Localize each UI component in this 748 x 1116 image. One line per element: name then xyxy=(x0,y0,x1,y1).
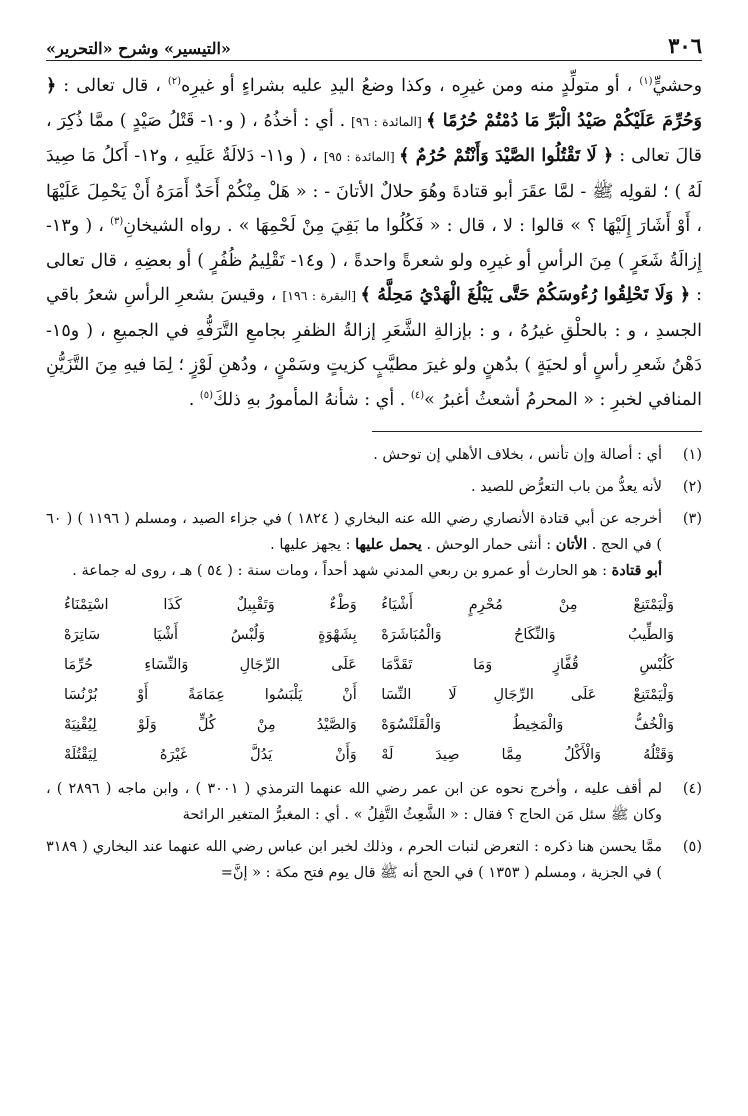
verse-reference: [البقرة : ١٩٦] xyxy=(282,288,361,303)
running-title: «التيسير» وشرح «التحرير» xyxy=(46,39,231,58)
footnote-segment: أخرجه عن أبي قتادة الأنصاري رضي الله عنه البخاري ( ١٨٢٤ ) في جزاء الصيد ، ومسلم ( ١١٩٦ ) ( ٦٠ ) في الحج . xyxy=(46,511,662,553)
footnote xyxy=(46,442,702,468)
poem-verse xyxy=(64,740,674,770)
text-segment: ، قال تعالى : xyxy=(56,76,168,96)
footnote-term: يحمل عليها xyxy=(355,536,422,553)
text-segment: . أي : شأنهُ المأمورُ بهِ ذلكَ xyxy=(213,389,411,410)
footnote-marker: (٤) xyxy=(410,389,425,401)
footnote-segment: : يجهز عليها . xyxy=(270,537,356,553)
page-header xyxy=(46,22,702,61)
poem-second-hemistich: أَنْ يَلْبَسُوا عِمَامَةً أَوْ بُرْنُسَا xyxy=(64,687,357,703)
footnote-number: (٣) xyxy=(682,511,702,527)
footnote-number: (١) xyxy=(682,447,702,463)
footnote xyxy=(46,474,702,500)
poem xyxy=(64,590,674,770)
footnote-text: أي : أصالة وإن تأنس ، بخلاف الأهلي إن توحش . xyxy=(373,447,662,463)
page-number: ٣٠٦ xyxy=(668,33,702,58)
footnote-text: لم أقف عليه ، وأخرج نحوه عن ابن عمر رضي الله عنهما الترمذي ( ٣٠٠١ ) ، وابن ماجه ( ٢٨٩٦ ) ، وكان ﷺ سئل مَن الحاج ؟ فقال : « الشَّعِثُ التَّفِلُ » . أي : المغبرُّ المتغير الرائحة xyxy=(46,781,662,823)
poem-second-hemistich: بِشَهْوَةٍ وَلُبْسُ أَشْيَا سَاتِرَهْ xyxy=(64,627,357,643)
footnote xyxy=(46,506,702,584)
text-segment: وحشيٍّ xyxy=(652,76,703,96)
footnote-segment: : أنثى حمار الوحش . xyxy=(421,537,556,553)
document-page xyxy=(46,22,702,886)
main-text xyxy=(46,69,702,417)
poem-first-hemistich: كَلُبْسِ قُفَّازٍ وَمَا تَقَدَّمَا xyxy=(381,657,674,673)
text-segment: ، وقيسَ بشعرِ الرأسِ شعرُ باقي الجسدِ ، و : بالحلْقِ غيرُهُ ، و : بإزالةِ الشَّعَرِ إزالةُ الظفرِ بجامعِ التَّرَفُّهِ في الجميعِ ، ( و١٥- دَهْنُ شَعرِ رأسٍ أو لحيَةٍ ) بدُهنٍ ولو غيرَ مطيَّبٍ كزيتٍ وسَمْنٍ ، ودُهنِ لَوْزٍ ؛ لِمَا فيهِ مِنَ التَّزَيُّنِ المنافي لخبرِ : « المحرمُ أشعثُ أغبرُ » xyxy=(46,285,702,410)
footnote xyxy=(46,834,702,886)
footnote-marker: (٢) xyxy=(167,76,182,88)
poem-second-hemistich: عَلَى الرِّجَالِ وَالنِّسَاءِ حُرِّمَا xyxy=(64,657,357,673)
footnote xyxy=(46,776,702,828)
poem-second-hemistich: وَأَنْ يَدُلَّ غَيْرَهُ لِيَقْتُلَهْ xyxy=(64,747,357,763)
footnote-text xyxy=(46,506,662,584)
poem-second-hemistich: وَالصَّيْدُ مِنْ كُلٍّ وَلَوْ لِيُقْنِيَهْ xyxy=(64,717,357,733)
footnote-segment: : هو الحارث أو عمرو بن ربعي المدني شهد أحداً ، ومات سنة : ( ٥٤ ) هـ ، روى له جماعة . xyxy=(72,563,612,579)
quran-verse: ﴿ لَا تَقْتُلُوا الصَّيْدَ وَأَنْتُمْ حُرُمٌ ﴾ xyxy=(399,146,614,166)
footnote-marker: (٥) xyxy=(199,389,214,401)
poem-first-hemistich: وَالطِّيبُ وَالنِّكَاحُ وَالْمُبَاشَرَهْ xyxy=(381,627,674,643)
footnote-term: أبو قتادة xyxy=(611,562,662,579)
text-segment: ، ( و١٣- إِزالَةُ شَعَرٍ ) مِنَ الرأسِ أو غيرِه ولو شعرةً واحدةً ، ( و١٤- تَقْلِيمُ ظُفُرٍ ) أو بعضِهِ ، قال تعالى : xyxy=(46,216,702,305)
main-paragraph xyxy=(46,69,702,417)
footnote-term: الأتان xyxy=(555,536,588,553)
poem-verse xyxy=(64,710,674,740)
poem-verse xyxy=(64,680,674,710)
poem-verse xyxy=(64,650,674,680)
poem-second-hemistich: وَطْءٌ وَتَقْبِيلٌ كَذَا اسْتِمْنَاءُ xyxy=(64,597,357,613)
poem-first-hemistich: وَلْيَمْتَنِعْ مِنْ مُحْرِمٍ أَشْيَاءُ xyxy=(381,597,674,613)
footnote-number: (٥) xyxy=(682,839,702,855)
poem-verse xyxy=(64,590,674,620)
footnote-marker: (١) xyxy=(639,76,653,88)
quran-verse: ﴿ وَلَا تَحْلِقُوا رُءُوسَكُمْ حَتَّى يَبْلُغَ الْهَدْيُ مَحِلَّهُ ﴾ xyxy=(360,285,691,305)
poem-first-hemistich: وَلْيَمْتَنِعْ عَلَى الرِّجَالِ لَا النِّسَا xyxy=(381,687,674,703)
text-segment: . xyxy=(188,389,200,410)
text-segment: ، ( و١١- دَلالَةٌ عَلَيهِ ، و١٢- أَكلُ مَا صِيدَ لَهُ ) ؛ لقولِه ﷺ - لمَّا عقَرَ أبو قتادةَ وهُوَ حلالٌ الأتانَ - : « هَلْ مِنْكُمْ أَحَدٌ أَمَرَهُ أَنْ يَحْمِلَ عَلَيْهَا ، أَوْ أَشَارَ إِلَيْهَا ؟ » قالوا : لا ، قال : « فَكُلُوا ما بَقِيَ مِنْ لَحْمِهَا » . رواه الشيخانِ xyxy=(46,146,702,236)
footnote-number: (٢) xyxy=(682,479,702,495)
text-segment: ، أو متولِّدٍ منه ومن غيرِه ، وكذا وضعُ اليدِ عليه بشراءٍ أو غيرِه xyxy=(181,76,640,96)
footnote-marker: (٣) xyxy=(110,216,124,228)
footnote-text: ممَّا يحسن هنا ذكره : التعرض لنبات الحرم ، وذلك لخبر ابن عباس رضي الله عنهما عند البخاري ( ٣١٨٩ ) في الجزية ، ومسلم ( ١٣٥٣ ) في الحج أنه ﷺ قال يوم فتح مكة : « إنَّ= xyxy=(46,839,662,881)
footnote-text: لأنه يعدُّ من باب التعرُّض للصيد . xyxy=(470,479,662,495)
poem-verse xyxy=(64,620,674,650)
quran-verse: ﴿ وَحُرِّمَ عَلَيْكُمْ صَيْدُ الْبَرِّ مَا دُمْتُمْ حُرُمًا ﴾ xyxy=(46,76,703,131)
verse-reference: [المائدة : ٩٥] xyxy=(323,149,400,164)
poem-first-hemistich: وَالْخُفُّ وَالْمَخِيطُ وَالْقَلَنْسُوَهْ xyxy=(381,717,674,733)
footnote-number: (٤) xyxy=(682,781,702,797)
footnote-divider xyxy=(372,431,702,432)
text-segment: . أي : أخذُهُ ، ( و١٠- قَتْلُ صَيْدٍ ) ممَّا ذُكِرَ ، قالَ تعالى : xyxy=(46,110,702,166)
verse-reference: [المائدة : ٩٦] xyxy=(351,113,427,129)
poem-first-hemistich: وَقَتْلُهُ وَالْأَكْلُ مِمَّا صِيدَ لَهْ xyxy=(381,747,674,763)
